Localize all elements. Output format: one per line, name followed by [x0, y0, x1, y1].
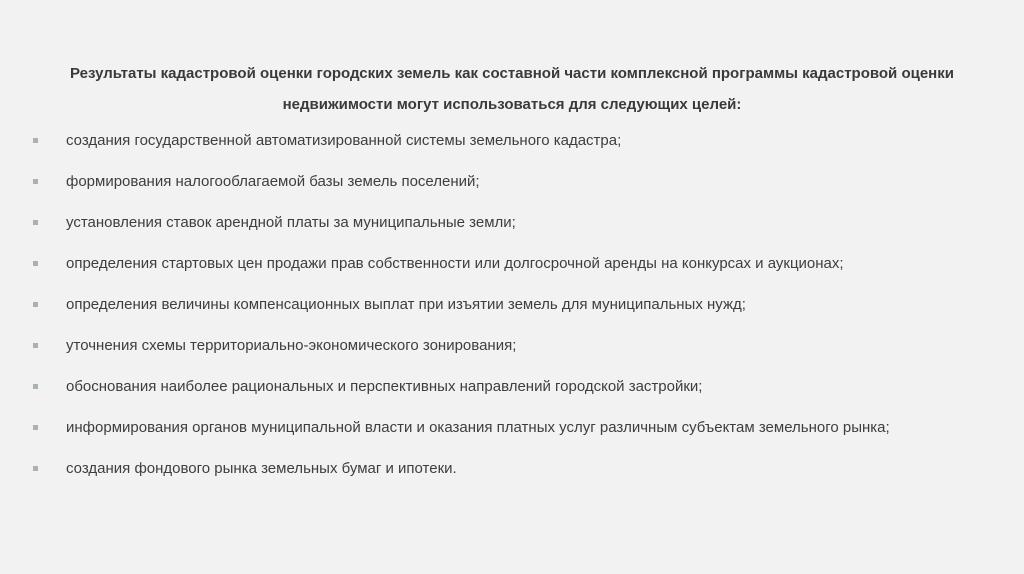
list-item-text: определения стартовых цен продажи прав собственности или долгосрочной аренды на конкурсах и аукционах; — [66, 255, 844, 272]
bullet-square-icon — [33, 425, 38, 430]
bullet-square-icon — [33, 302, 38, 307]
bullet-list — [30, 126, 970, 495]
list-item-text: определения величины компенсационных выплат при изъятии земель для муниципальных нужд; — [66, 296, 746, 313]
list-item — [30, 126, 970, 156]
list-item-text: установления ставок арендной платы за муниципальные земли; — [66, 214, 516, 231]
list-item — [30, 249, 970, 279]
list-item-text: создания государственной автоматизированной системы земельного кадастра; — [66, 132, 622, 149]
bullet-square-icon — [33, 384, 38, 389]
list-item-text: уточнения схемы территориально-экономического зонирования; — [66, 337, 517, 354]
bullet-square-icon — [33, 343, 38, 348]
list-item — [30, 208, 970, 238]
list-item-text: создания фондового рынка земельных бумаг и ипотеки. — [66, 460, 457, 477]
bullet-square-icon — [33, 261, 38, 266]
bullet-square-icon — [33, 179, 38, 184]
list-item-text: информирования органов муниципальной власти и оказания платных услуг различным субъектам земельного рынка; — [66, 419, 890, 436]
list-item-text: обоснования наиболее рациональных и перспективных направлений городской застройки; — [66, 378, 703, 395]
list-item-text: формирования налогооблагаемой базы земель поселений; — [66, 173, 480, 190]
bullet-square-icon — [33, 138, 38, 143]
bullet-square-icon — [33, 220, 38, 225]
list-item — [30, 372, 970, 402]
list-item — [30, 290, 970, 320]
list-item — [30, 167, 970, 197]
list-item — [30, 454, 970, 484]
list-item — [30, 413, 970, 443]
slide-heading: Результаты кадастровой оценки городских земель как составной части комплексной программы кадастровой оценки недвижимости могут использоваться для следующих целей: — [70, 65, 954, 113]
list-item — [30, 331, 970, 361]
bullet-square-icon — [33, 466, 38, 471]
